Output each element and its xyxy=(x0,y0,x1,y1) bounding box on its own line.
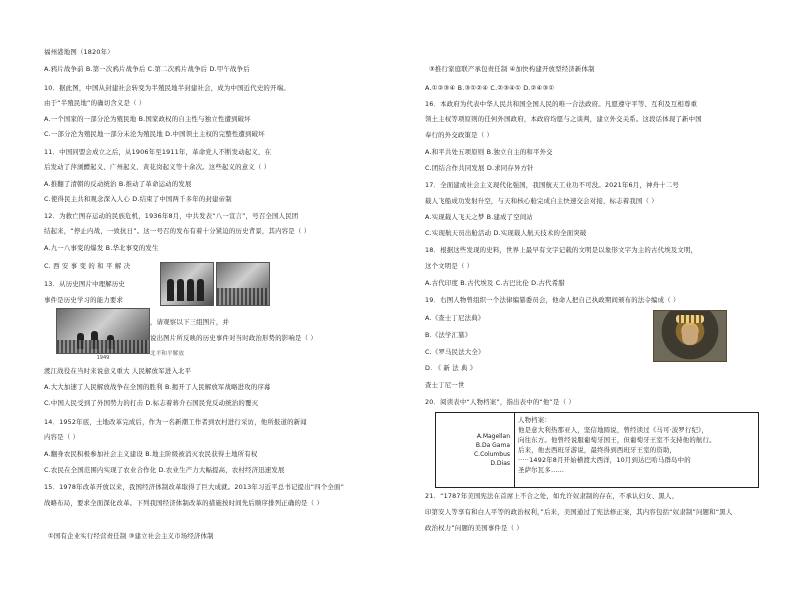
right-column xyxy=(425,0,755,595)
text-line: 奉行的外交政策是（ ） xyxy=(425,131,494,139)
question-15: 15．1978年改革开放以来，我国经济体制改革取得了巨大成就。2013年习近平总书记提出“四个全面” xyxy=(44,483,345,491)
justinian-mosaic-image xyxy=(653,310,727,362)
text-line: A.一个国家的一部分沦为殖民地 B.国家政权的自主性与独立性遭到破坏 xyxy=(44,115,251,123)
question-16: 16．本政府为代表中华人民共和国全国人民的唯一合法政府。凡愿遵守平等、互利及互相尊重 xyxy=(425,100,698,108)
text-line: C.实现航天员出舱活动 D.实现载人航天技术的全面突破 xyxy=(425,229,587,237)
text-line: ①国有企业实行经营责任制 ③建立社会主义市场经济体制 xyxy=(48,532,214,540)
character-profile-table xyxy=(435,412,759,488)
text-line: D. 《 新 法 典 》 xyxy=(425,364,477,372)
option-b: B.Da Gama xyxy=(475,442,510,449)
text-line: A.古代印度 B.古代埃及 C.古巴比伦 D.古代希腊 xyxy=(425,279,565,287)
text-line: 后发动了萍浏醴起义、广州起义、黄花岗起义等十余次。这些起义的意义（ ） xyxy=(44,163,271,171)
option-c: C.Columbus xyxy=(473,451,510,458)
option-d: D.Dias xyxy=(490,460,510,467)
question-21: 21．“1787年美国宪法在首席上不合之处，如允许奴隶制的存在，不承认妇女、黑人、 xyxy=(425,492,679,500)
table-row: ·····1492年8月开始横渡大西洋，10月到达巴哈马群岛中的 xyxy=(518,456,691,464)
text-line: B.《法学汇纂》 xyxy=(425,331,472,339)
question-13: 13．从历史图片中理解历史 xyxy=(44,280,126,288)
text-line: C.团结合作共同发展 D.求同存异方针 xyxy=(425,164,534,172)
text-line: ③推行家庭联产承包责任制 ④加快构建开放型经济新体制 xyxy=(429,65,595,73)
text-line: C.一部分沦为殖民地一部分未沦为殖民地 D.中国领土主权的完整性遭到破坏 xyxy=(44,130,265,138)
text-line: A.鸦片战争前 B.第一次鸦片战争后 C.第二次鸦片战争后 D.甲午战争后 xyxy=(44,65,250,73)
table-row: 向往东方。他曾经说服葡萄牙国王，但葡萄牙王室不支持他的航行。 xyxy=(518,436,716,444)
photo-parade xyxy=(216,262,270,306)
question-11: 11．中国同盟会成立之后，从1906年至1911年，革命党人不断发动起义，在 xyxy=(44,148,272,156)
question-12: 12．为救亡图存运动的民族危机，1936年8月，中共发表“八一宣言”，号召全国人民团 xyxy=(44,212,299,220)
photo-caption: 1949 xyxy=(96,355,110,361)
text-line: 由于“半殖民地”的确切含义是（ ） xyxy=(44,99,146,107)
text-line: A.和平共处五项原则 B.独立自主的和平外交 xyxy=(425,148,553,156)
text-line: 领土主权等项原则的任何外国政府，本政府均愿与之谈判，建立外交关系。这段话体现了新中国 xyxy=(425,115,702,123)
text-line: C.农民在全国范围内实现了农业合作化 D.农业生产力大幅提高，农村经济迅速发展 xyxy=(44,466,285,474)
text-line: A.九一八事变的爆发 B.华北事变的发生 xyxy=(44,244,159,252)
text-line: 说出图片所反映的历史事件对当时政治形势的影响是（ ） xyxy=(150,334,317,342)
text-line: A.①②③④ B.③①②④ C.②③④① D.②④③① xyxy=(425,84,555,92)
question-20: 20．阅读表中“人物档案”，指出表中的“他”是（ ） xyxy=(425,398,576,406)
text-line: 战略布局，要求全面深化改革。下列我国经济体制改革的措施按时间先后顺序排列正确的是（ ） xyxy=(44,499,324,507)
question-10: 10．据此图，中国从封建社会转变为半殖民地半封建社会，成为中国近代史的开端。 xyxy=(44,84,290,92)
table-row: 后来，他去西班牙游说，最终得到西班牙王室的资助， xyxy=(518,446,677,454)
text-line: 内容是（ ） xyxy=(44,433,80,441)
text-line: A.大大加速了人民解放战争在全国的胜利 B.揭开了人民解放军战略进攻的序幕 xyxy=(44,383,271,391)
text-line: A.推翻了清朝的反动统治 B.推动了革命运动的发展 xyxy=(44,180,192,188)
text-line: A.实现载人飞天之梦 B.建成了空间站 xyxy=(425,213,534,221)
text-line: C.使得民主共和观念深入人心 D.结束了中国两千多年的封建帝制 xyxy=(44,195,232,203)
text-line: A.《查士丁尼法典》 xyxy=(425,314,485,322)
text-line: 政治权力”问题的美国事件是（ ） xyxy=(425,524,524,532)
table-row: 他是意大利热那亚人，坚信地圆说，曾经读过《马可·波罗行纪》， xyxy=(518,426,709,434)
text-line: 查士丁尼一世 xyxy=(425,381,465,389)
table-row: 圣萨尔瓦多…… xyxy=(518,466,565,474)
left-column xyxy=(44,0,374,595)
photo-caption: 北平和平解放 xyxy=(150,351,185,357)
table-options xyxy=(436,413,515,487)
text-line: 福州港地图（1820年） xyxy=(44,48,114,56)
text-line: A.翻身农民积极参加社会主义建设 B.地主阶级被消灭农民获得土地所有权 xyxy=(44,450,258,458)
photo-leaders xyxy=(160,262,214,306)
text-line: C. 西 安 事 变 的 和 平 解 决 xyxy=(44,262,131,270)
text-line: 结起来，“停止内战，一致抗日”。这一号召的发布有着十分紧迫的历史背景，其内容是（ ） xyxy=(44,227,311,235)
question-19: 19．右图人物曾组织一个法律编纂委员会，他命人把自己执政期间颁布的法令编成（ ） xyxy=(425,296,680,304)
text-line: 印第安人等享有和白人平等的政治权利，”后来，美国通过了宪法修正案，其内容包括“奴隶制”问题和“黑人 xyxy=(425,508,733,516)
question-18: 18．根据这些发现的史料，世界上最早有文字记载的文明是以象形文字为主的古代埃及文明， xyxy=(425,246,698,254)
option-a: A.Magellan xyxy=(476,433,510,440)
text-line: 载人飞船成功发射升空，与天和核心舱完成自主快速交会对接，标志着我国（ ） xyxy=(425,197,658,205)
photo-troops xyxy=(56,308,150,361)
text-line: ，请观察以下三组图片，并 xyxy=(150,318,230,326)
text-line: C.《罗马民法大全》 xyxy=(425,348,485,356)
question-14: 14．1952年底，土地改革完成后，作为一名新潮工作者到农村进行采访，他所报道的新闻 xyxy=(44,418,307,426)
table-title: 人物档案： xyxy=(518,416,551,424)
text-line: 渡江战役在当时来说意义重大 人民解放军进入北平 xyxy=(44,367,192,375)
text-line: 事件是历史学习的能力要求 xyxy=(44,296,124,304)
text-line: C.中国人民受到了外国势力的打击 D.标志着蒋介石国民党反动统治的覆灭 xyxy=(44,399,259,407)
text-line: 这个文明是（ ） xyxy=(425,262,474,270)
question-17: 17．全面建成社会主义现代化强国，我国航天工业功不可没。2021年6月，神舟十二号 xyxy=(425,181,679,189)
